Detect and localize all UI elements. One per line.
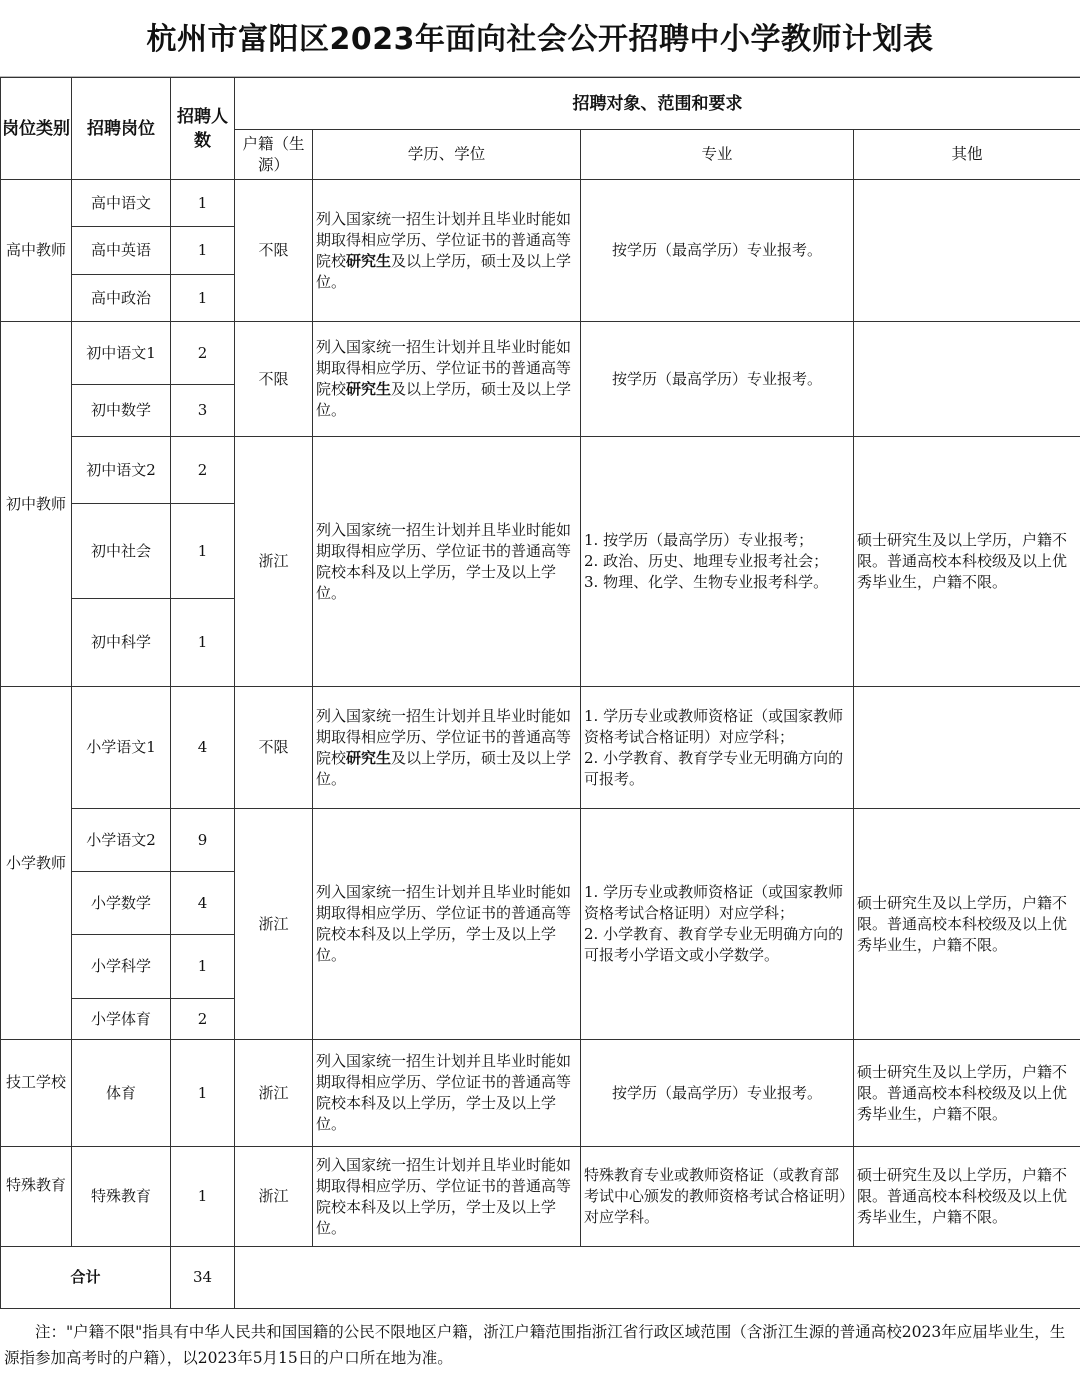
position-name: 初中数学: [72, 385, 171, 437]
position-count: 2: [171, 437, 235, 504]
other-cell: 硕士研究生及以上学历，户籍不限。普通高校本科校级及以上优秀毕业生，户籍不限。: [854, 1040, 1080, 1147]
category-cell: 小学教师: [1, 687, 72, 1040]
total-label: 合计: [1, 1247, 171, 1309]
position-count: 1: [171, 1147, 235, 1247]
edu-cell: 列入国家统一招生计划并且毕业时能如期取得相应学历、学位证书的普通高等院校本科及以上学历，学士及以上学位。: [313, 1040, 581, 1147]
page-title: 杭州市富阳区2023年面向社会公开招聘中小学教师计划表: [0, 0, 1080, 77]
edu-cell: 列入国家统一招生计划并且毕业时能如期取得相应学历、学位证书的普通高等院校研究生及以上学历，硕士及以上学位。: [313, 687, 581, 809]
position-name: 特殊教育: [72, 1147, 171, 1247]
position-count: 1: [171, 935, 235, 999]
position-name: 初中语文1: [72, 322, 171, 385]
position-name: 初中社会: [72, 504, 171, 599]
position-count: 4: [171, 872, 235, 935]
position-name: 小学科学: [72, 935, 171, 999]
edu-cell: 列入国家统一招生计划并且毕业时能如期取得相应学历、学位证书的普通高等院校研究生及以上学历，硕士及以上学位。: [313, 322, 581, 437]
huji-cell: 不限: [235, 322, 313, 437]
position-count: 1: [171, 1040, 235, 1147]
huji-cell: 浙江: [235, 1040, 313, 1147]
other-cell: [854, 322, 1080, 437]
huji-cell: 浙江: [235, 437, 313, 687]
header-requirements: 招聘对象、范围和要求: [235, 78, 1080, 130]
position-name: 体育: [72, 1040, 171, 1147]
position-count: 1: [171, 180, 235, 227]
position-name: 初中科学: [72, 599, 171, 687]
huji-cell: 不限: [235, 687, 313, 809]
huji-cell: 浙江: [235, 1147, 313, 1247]
header-huji: 户籍（生源）: [235, 130, 313, 180]
position-count: 2: [171, 322, 235, 385]
header-count: 招聘人数: [171, 78, 235, 180]
total-count: 34: [171, 1247, 235, 1309]
position-count: 4: [171, 687, 235, 809]
position-name: 初中语文2: [72, 437, 171, 504]
major-cell: 1. 按学历（最高学历）专业报考； 2. 政治、历史、地理专业报考社会； 3. 物理、化学、生物专业报考科学。: [581, 437, 854, 687]
major-cell: 1. 学历专业或教师资格证（或国家教师资格考试合格证明）对应学科； 2. 小学教育、教育学专业无明确方向的可报考小学语文或小学数学。: [581, 809, 854, 1040]
header-other: 其他: [854, 130, 1080, 180]
position-count: 9: [171, 809, 235, 872]
position-count: 2: [171, 999, 235, 1040]
header-category: 岗位类别: [1, 78, 72, 180]
position-name: 小学数学: [72, 872, 171, 935]
other-cell: 硕士研究生及以上学历，户籍不限。普通高校本科校级及以上优秀毕业生，户籍不限。: [854, 1147, 1080, 1247]
position-name: 高中政治: [72, 275, 171, 322]
major-cell: 按学历（最高学历）专业报考。: [581, 322, 854, 437]
header-major: 专业: [581, 130, 854, 180]
major-cell: 特殊教育专业或教师资格证（或教育部考试中心颁发的教师资格考试合格证明）对应学科。: [581, 1147, 854, 1247]
edu-cell: 列入国家统一招生计划并且毕业时能如期取得相应学历、学位证书的普通高等院校研究生及以上学历，硕士及以上学位。: [313, 180, 581, 322]
position-name: 小学体育: [72, 999, 171, 1040]
major-cell: 1. 学历专业或教师资格证（或国家教师资格考试合格证明）对应学科； 2. 小学教育、教育学专业无明确方向的可报考。: [581, 687, 854, 809]
position-count: 3: [171, 385, 235, 437]
position-name: 高中语文: [72, 180, 171, 227]
position-count: 1: [171, 275, 235, 322]
position-count: 1: [171, 227, 235, 275]
header-edu: 学历、学位: [313, 130, 581, 180]
other-cell: 硕士研究生及以上学历，户籍不限。普通高校本科校级及以上优秀毕业生，户籍不限。: [854, 809, 1080, 1040]
recruitment-table: [0, 77, 1080, 1309]
edu-cell: 列入国家统一招生计划并且毕业时能如期取得相应学历、学位证书的普通高等院校本科及以上学历，学士及以上学位。: [313, 809, 581, 1040]
category-cell: 特殊教育: [1, 1147, 72, 1247]
edu-cell: 列入国家统一招生计划并且毕业时能如期取得相应学历、学位证书的普通高等院校本科及以上学历，学士及以上学位。: [313, 1147, 581, 1247]
position-name: 高中英语: [72, 227, 171, 275]
total-empty: [235, 1247, 1080, 1309]
other-cell: [854, 687, 1080, 809]
other-cell: [854, 180, 1080, 322]
header-position: 招聘岗位: [72, 78, 171, 180]
position-name: 小学语文2: [72, 809, 171, 872]
huji-cell: 不限: [235, 180, 313, 322]
huji-cell: 浙江: [235, 809, 313, 1040]
category-cell: 初中教师: [1, 322, 72, 687]
category-cell: 技工学校: [1, 1040, 72, 1147]
position-count: 1: [171, 504, 235, 599]
position-count: 1: [171, 599, 235, 687]
footnote: 注："户籍不限"指具有中华人民共和国国籍的公民不限地区户籍，浙江户籍范围指浙江省行政区域范围（含浙江生源的普通高校2023年应届毕业生，生源指参加高考时的户籍），以2023年5月15日的户口所在地为准。: [4, 1323, 1066, 1367]
position-name: 小学语文1: [72, 687, 171, 809]
category-cell: 高中教师: [1, 180, 72, 322]
edu-cell: 列入国家统一招生计划并且毕业时能如期取得相应学历、学位证书的普通高等院校本科及以上学历，学士及以上学位。: [313, 437, 581, 687]
major-cell: 按学历（最高学历）专业报考。: [581, 1040, 854, 1147]
other-cell: 硕士研究生及以上学历，户籍不限。普通高校本科校级及以上优秀毕业生，户籍不限。: [854, 437, 1080, 687]
major-cell: 按学历（最高学历）专业报考。: [581, 180, 854, 322]
